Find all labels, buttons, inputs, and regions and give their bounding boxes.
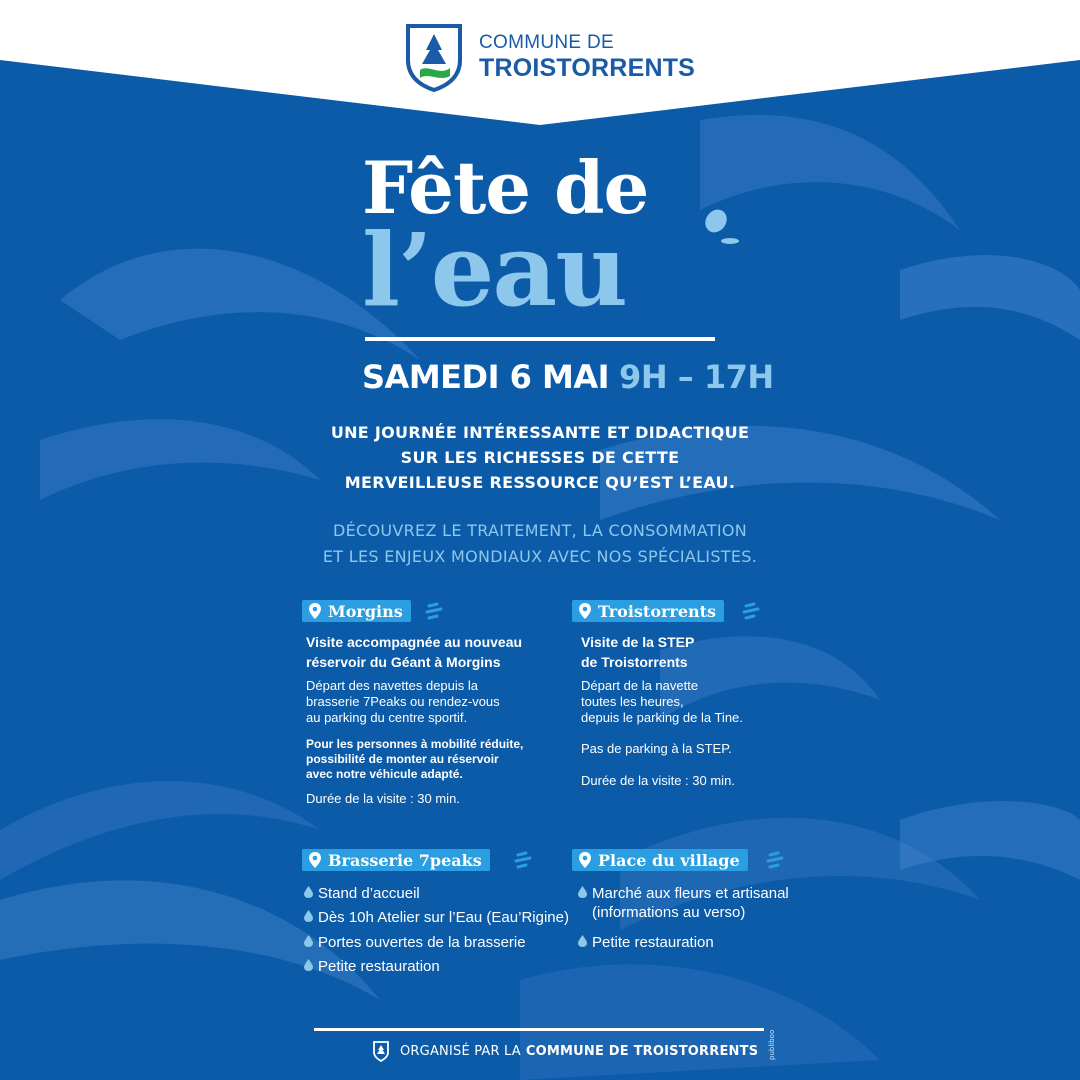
splash-icon bbox=[425, 602, 445, 622]
footer bbox=[372, 1040, 758, 1062]
printer-credit-text: publiboo bbox=[768, 1029, 776, 1060]
water-drop-icon bbox=[700, 205, 740, 245]
list-item-text: Stand d’accueil bbox=[318, 885, 420, 902]
troistorrents-para-line: depuis le parking de la Tine. bbox=[581, 710, 743, 725]
drop-icon bbox=[304, 910, 313, 922]
location-pin-icon bbox=[308, 851, 322, 869]
splash-icon bbox=[742, 602, 762, 622]
morgins-accessibility-line: avec notre véhicule adapté. bbox=[306, 767, 463, 781]
list-item-text: Dès 10h Atelier sur l’Eau (Eau’Rigine) bbox=[318, 909, 569, 926]
morgins-para bbox=[306, 678, 500, 726]
commune-logo bbox=[404, 20, 694, 90]
list-item bbox=[304, 957, 440, 976]
troistorrents-para bbox=[581, 678, 743, 726]
footer-prefix: ORGANISÉ PAR LA bbox=[400, 1043, 521, 1059]
intro-line: SUR LES RICHESSES DE CETTE bbox=[400, 448, 680, 467]
list-item-text: Petite restauration bbox=[592, 934, 714, 951]
location-pin-icon bbox=[308, 602, 322, 620]
intro-line: MERVEILLEUSE RESSOURCE QU’EST L’EAU. bbox=[344, 473, 736, 492]
splash-icon bbox=[514, 851, 534, 871]
list-item-continuation: (informations au verso) bbox=[592, 904, 746, 921]
printer-credit bbox=[766, 1000, 780, 1060]
morgins-accessibility bbox=[306, 737, 523, 782]
list-item bbox=[304, 884, 420, 903]
location-pin-icon bbox=[578, 602, 592, 620]
list-item bbox=[578, 884, 789, 903]
tag-brasserie bbox=[302, 849, 490, 871]
troistorrents-duration: Durée de la visite : 30 min. bbox=[581, 773, 735, 788]
morgins-duration: Durée de la visite : 30 min. bbox=[306, 791, 460, 806]
drop-icon bbox=[578, 886, 587, 898]
drop-icon bbox=[304, 935, 313, 947]
troistorrents-heading bbox=[581, 632, 694, 672]
splash-icon bbox=[766, 851, 786, 871]
troistorrents-para-line: Départ de la navette bbox=[581, 678, 699, 693]
title-line1: Fête de bbox=[362, 145, 649, 230]
logo-text-line1: COMMUNE DE bbox=[479, 32, 614, 53]
list-item-text: Marché aux fleurs et artisanal bbox=[592, 885, 789, 902]
footer-divider bbox=[314, 1028, 764, 1031]
troistorrents-heading-line: Visite de la STEP bbox=[581, 634, 695, 650]
shield-logo-icon bbox=[404, 20, 464, 92]
drop-icon bbox=[578, 935, 587, 947]
intro-secondary bbox=[300, 518, 780, 570]
footer-organizer: COMMUNE DE TROISTORRENTS bbox=[525, 1043, 759, 1059]
drop-icon bbox=[304, 886, 313, 898]
troistorrents-parking: Pas de parking à la STEP. bbox=[581, 741, 732, 756]
morgins-para-line: brasserie 7Peaks ou rendez-vous bbox=[306, 694, 500, 709]
intro-secondary-line: ET LES ENJEUX MONDIAUX AVEC NOS SPÉCIALISTES. bbox=[322, 547, 758, 566]
troistorrents-para-line: toutes les heures, bbox=[581, 694, 684, 709]
morgins-heading bbox=[306, 632, 522, 672]
small-shield-logo-icon bbox=[372, 1040, 390, 1062]
list-item bbox=[578, 933, 714, 952]
morgins-para-line: au parking du centre sportif. bbox=[306, 710, 468, 725]
tag-troistorrents bbox=[572, 600, 724, 622]
tag-label: Place du village bbox=[598, 850, 740, 870]
list-item-text: Portes ouvertes de la brasserie bbox=[318, 934, 526, 951]
morgins-heading-line: réservoir du Géant à Morgins bbox=[306, 654, 501, 670]
logo-text-line2: TROISTORRENTS bbox=[479, 54, 696, 82]
tag-label: Troistorrents bbox=[598, 601, 717, 621]
tag-label: Brasserie 7peaks bbox=[328, 850, 482, 870]
intro-text bbox=[300, 420, 780, 495]
event-date: SAMEDI 6 MAI bbox=[362, 358, 610, 396]
morgins-accessibility-line: Pour les personnes à mobilité réduite, bbox=[306, 737, 524, 751]
list-item bbox=[304, 908, 569, 927]
event-date-line bbox=[362, 358, 774, 396]
drop-icon bbox=[304, 959, 313, 971]
tag-morgins bbox=[302, 600, 411, 622]
title-line2: l’eau bbox=[362, 211, 626, 329]
morgins-heading-line: Visite accompagnée au nouveau bbox=[306, 634, 523, 650]
title-divider bbox=[365, 337, 715, 341]
tag-village bbox=[572, 849, 748, 871]
tag-label: Morgins bbox=[328, 601, 403, 621]
intro-line: UNE JOURNÉE INTÉRESSANTE ET DIDACTIQUE bbox=[330, 423, 750, 442]
troistorrents-heading-line: de Troistorrents bbox=[581, 654, 688, 670]
list-item bbox=[304, 933, 526, 952]
list-item-text: Petite restauration bbox=[318, 958, 440, 975]
event-hours: 9H – 17H bbox=[619, 358, 774, 396]
morgins-accessibility-line: possibilité de monter au réservoir bbox=[306, 752, 499, 766]
location-pin-icon bbox=[578, 851, 592, 869]
intro-secondary-line: DÉCOUVREZ LE TRAITEMENT, LA CONSOMMATION bbox=[332, 521, 747, 540]
morgins-para-line: Départ des navettes depuis la bbox=[306, 678, 478, 693]
